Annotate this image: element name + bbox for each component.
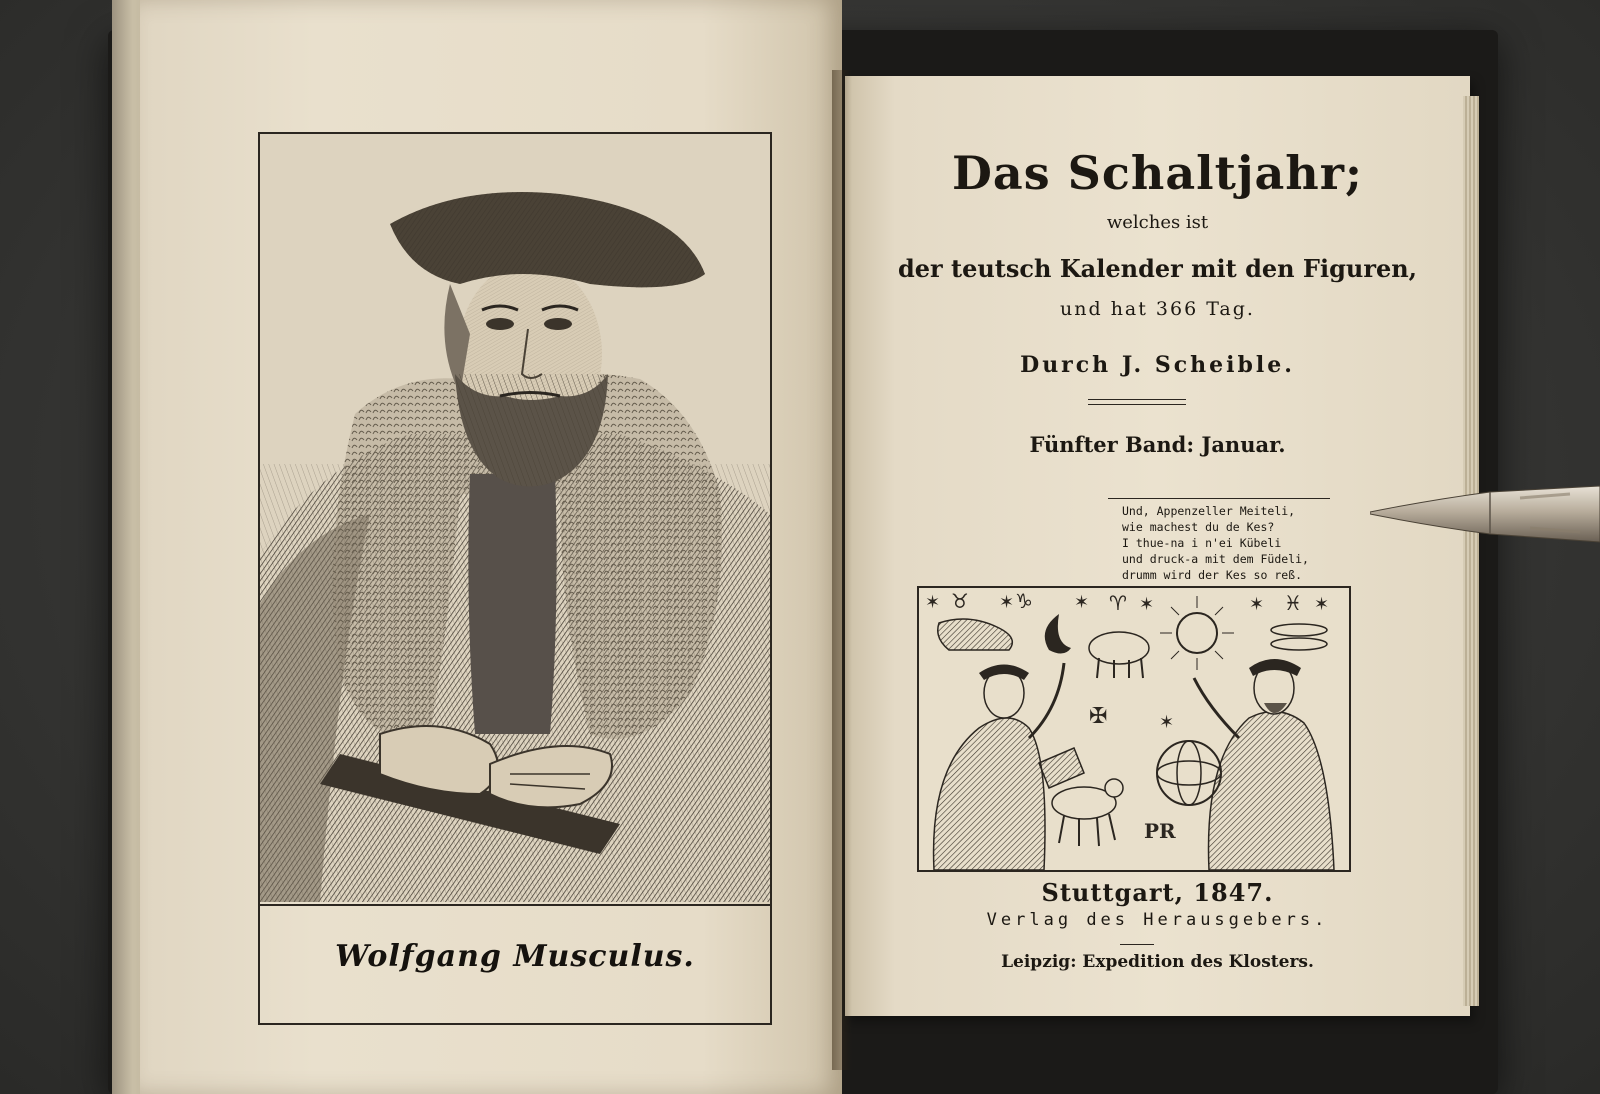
svg-text:✶: ✶ <box>1159 712 1175 733</box>
pen-pointer <box>1370 482 1600 546</box>
volume-line: Fünfter Band: Januar. <box>1029 432 1286 457</box>
svg-text:✶: ✶ <box>1074 592 1090 613</box>
sun-icon <box>1160 596 1234 670</box>
divider-rule-top <box>1088 399 1186 400</box>
verse-line: drumm wird der Kes so reß. <box>1122 568 1303 582</box>
woodcut-monogram: PR <box>1144 819 1176 843</box>
imprint-divider <box>1120 944 1154 945</box>
svg-text:✶: ✶ <box>999 592 1015 613</box>
svg-text:♈: ♈ <box>1109 591 1127 615</box>
svg-text:♑: ♑ <box>1015 589 1033 613</box>
book-title: Das Schaltjahr; <box>952 146 1363 200</box>
portrait-caption: Wolfgang Musculus. <box>335 939 695 974</box>
svg-text:✶: ✶ <box>1139 594 1155 615</box>
svg-text:✶: ✶ <box>1314 594 1330 615</box>
portrait-figure <box>260 134 770 902</box>
cross-icon: ✠ <box>1089 704 1108 729</box>
imprint-city-year: Stuttgart, 1847. <box>1041 878 1274 907</box>
author-line: Durch J. Scheible. <box>1020 352 1295 378</box>
woodcut-illustration <box>917 586 1351 872</box>
portrait-caption-box <box>260 904 770 1023</box>
svg-text:♓: ♓ <box>1284 591 1302 615</box>
subtitle-line-2: der teutsch Kalender mit den Figuren, <box>897 254 1418 283</box>
subtitle-line-1: welches ist <box>1106 212 1209 233</box>
imprint-distributor: Leipzig: Expedition des Klosters. <box>1001 952 1314 972</box>
subtitle-line-3: und hat 366 Tag. <box>1060 298 1255 320</box>
verse-line: und druck-a mit dem Füdeli, <box>1122 552 1309 566</box>
svg-text:✶: ✶ <box>1249 594 1265 615</box>
svg-text:♉: ♉ <box>951 589 969 613</box>
verse-line: Und, Appenzeller Meiteli, <box>1122 504 1296 518</box>
portrait-engraving <box>260 134 770 902</box>
svg-text:✶: ✶ <box>925 592 941 613</box>
verse-line: wie machest du de Kes? <box>1122 520 1275 534</box>
woodcut-astronomers <box>919 588 1349 870</box>
divider-rule-bottom <box>1088 404 1186 405</box>
imprint-publisher: Verlag des Herausgebers. <box>986 910 1329 930</box>
verse-block <box>1108 498 1330 588</box>
verse-line: I thue-na i n'ei Kübeli <box>1122 536 1282 550</box>
